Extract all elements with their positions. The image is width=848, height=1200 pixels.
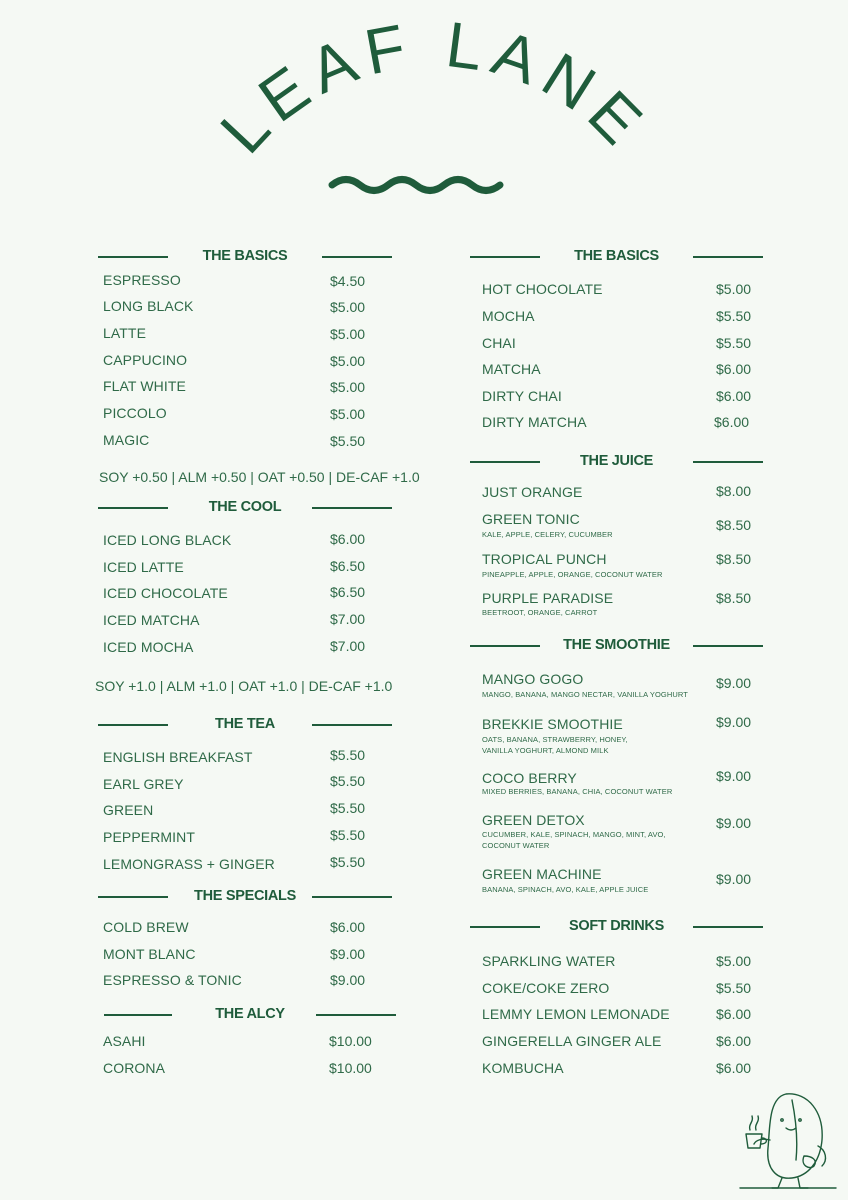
menu-item-name: COLD BREW bbox=[103, 919, 189, 935]
menu-item-name: LEMMY LEMON LEMONADE bbox=[482, 1006, 670, 1022]
menu-item-description: CUCUMBER, KALE, SPINACH, MANGO, MINT, AVO, bbox=[482, 830, 666, 839]
menu-item-name: ESPRESSO bbox=[103, 272, 181, 288]
menu-item-name: SPARKLING WATER bbox=[482, 953, 616, 969]
menu-item-price: $10.00 bbox=[329, 1060, 372, 1076]
menu-item-price: $6.00 bbox=[716, 1006, 752, 1022]
menu-item-name: GREEN DETOX bbox=[482, 812, 585, 828]
menu-item-price: $6.50 bbox=[330, 584, 366, 600]
menu-item-price: $5.00 bbox=[330, 379, 366, 395]
menu-item-name: KOMBUCHA bbox=[482, 1060, 564, 1076]
menu-item-name: MAGIC bbox=[103, 432, 150, 448]
menu-item-price: $5.00 bbox=[330, 326, 366, 342]
menu-item-name: GREEN TONIC bbox=[482, 511, 580, 527]
menu-item-price: $6.00 bbox=[330, 919, 366, 935]
menu-item-description: KALE, APPLE, CELERY, CUCUMBER bbox=[482, 530, 613, 539]
menu-item-name: BREKKIE SMOOTHIE bbox=[482, 716, 623, 732]
menu-item-name: ICED LONG BLACK bbox=[103, 532, 232, 548]
menu-item-description: MIXED BERRIES, BANANA, CHIA, COCONUT WATER bbox=[482, 787, 673, 796]
menu-item-name: LONG BLACK bbox=[103, 298, 194, 314]
section-header-specials: THE SPECIALS bbox=[98, 888, 392, 908]
menu-item-price: $7.00 bbox=[330, 611, 366, 627]
wave-divider-icon bbox=[328, 172, 510, 198]
menu-item-price: $5.50 bbox=[330, 773, 366, 789]
menu-item-price: $5.00 bbox=[716, 281, 752, 297]
menu-item-name: ENGLISH BREAKFAST bbox=[103, 749, 253, 765]
section-header-alcy: THE ALCY bbox=[104, 1006, 396, 1026]
menu-item-name: DIRTY MATCHA bbox=[482, 414, 587, 430]
menu-item-price: $6.00 bbox=[714, 414, 750, 430]
menu-item-price: $5.50 bbox=[330, 827, 366, 843]
menu-item-price: $5.50 bbox=[330, 433, 366, 449]
menu-item-name: COCO BERRY bbox=[482, 770, 577, 786]
menu-item-name: ICED LATTE bbox=[103, 559, 184, 575]
menu-item-name: MONT BLANC bbox=[103, 946, 196, 962]
section-header-juice: THE JUICE bbox=[470, 453, 763, 473]
menu-item-price: $5.50 bbox=[716, 308, 752, 324]
section-header-smoothie: THE SMOOTHIE bbox=[470, 637, 763, 657]
milk-options-note: SOY +0.50 | ALM +0.50 | OAT +0.50 | DE-CAF +1.0 bbox=[99, 469, 420, 485]
menu-item-price: $9.00 bbox=[330, 972, 366, 988]
brand-name: LEAF LANE bbox=[206, 7, 663, 167]
menu-item-name: ICED CHOCOLATE bbox=[103, 585, 228, 601]
menu-item-description: OATS, BANANA, STRAWBERRY, HONEY, bbox=[482, 735, 628, 744]
menu-item-description: BANANA, SPINACH, AVO, KALE, APPLE JUICE bbox=[482, 885, 649, 894]
menu-item-name: COKE/COKE ZERO bbox=[482, 980, 610, 996]
menu-item-description: BEETROOT, ORANGE, CARROT bbox=[482, 608, 598, 617]
menu-item-name: TROPICAL PUNCH bbox=[482, 551, 607, 567]
menu-item-price: $6.00 bbox=[716, 388, 752, 404]
menu-item-price: $4.50 bbox=[330, 273, 366, 289]
section-header-soft-drinks: SOFT DRINKS bbox=[470, 918, 763, 938]
avocado-mascot-icon bbox=[738, 1090, 838, 1190]
menu-item-name: ICED MATCHA bbox=[103, 612, 200, 628]
menu-item-price: $9.00 bbox=[716, 714, 752, 730]
menu-item-name: ICED MOCHA bbox=[103, 639, 194, 655]
menu-item-name: GINGERELLA GINGER ALE bbox=[482, 1033, 662, 1049]
menu-item-price: $10.00 bbox=[329, 1033, 372, 1049]
menu-item-name: ESPRESSO & TONIC bbox=[103, 972, 242, 988]
menu-item-price: $6.00 bbox=[716, 1060, 752, 1076]
menu-item-name: GREEN bbox=[103, 802, 154, 818]
menu-item-price: $9.00 bbox=[716, 675, 752, 691]
menu-item-price: $5.00 bbox=[330, 353, 366, 369]
menu-item-price: $6.50 bbox=[330, 558, 366, 574]
menu-item-price: $5.00 bbox=[330, 299, 366, 315]
menu-item-name: EARL GREY bbox=[103, 776, 184, 792]
menu-item-name: DIRTY CHAI bbox=[482, 388, 562, 404]
menu-item-price: $5.50 bbox=[716, 980, 752, 996]
menu-item-price: $8.00 bbox=[716, 483, 752, 499]
menu-item-price: $8.50 bbox=[716, 517, 752, 533]
menu-item-name: HOT CHOCOLATE bbox=[482, 281, 603, 297]
menu-item-description: MANGO, BANANA, MANGO NECTAR, VANILLA YOGHURT bbox=[482, 690, 688, 699]
menu-item-price: $9.00 bbox=[716, 871, 752, 887]
menu-item-price: $9.00 bbox=[716, 815, 752, 831]
menu-item-name: PICCOLO bbox=[103, 405, 167, 421]
menu-item-name: CAPPUCINO bbox=[103, 352, 188, 368]
menu-item-name: PURPLE PARADISE bbox=[482, 590, 614, 606]
svg-text:LEAF LANE bbox=[207, 8, 663, 167]
menu-item-price: $5.50 bbox=[330, 800, 366, 816]
menu-item-price: $8.50 bbox=[716, 590, 752, 606]
menu-item-name: JUST ORANGE bbox=[482, 484, 583, 500]
menu-item-name: GREEN MACHINE bbox=[482, 866, 602, 882]
menu-item-name: FLAT WHITE bbox=[103, 378, 186, 394]
menu-item-price: $8.50 bbox=[716, 551, 752, 567]
menu-item-price: $6.00 bbox=[716, 361, 752, 377]
menu-item-name: CHAI bbox=[482, 335, 516, 351]
menu-item-name: ASAHI bbox=[103, 1033, 146, 1049]
menu-item-price: $9.00 bbox=[330, 946, 366, 962]
menu-item-price: $5.00 bbox=[716, 953, 752, 969]
menu-item-price: $6.00 bbox=[330, 531, 366, 547]
menu-item-price: $5.50 bbox=[716, 335, 752, 351]
menu-item-description: COCONUT WATER bbox=[482, 841, 550, 850]
menu-item-name: LEMONGRASS + GINGER bbox=[103, 856, 275, 872]
section-header-basics-left: THE BASICS bbox=[98, 248, 392, 268]
menu-item-description: PINEAPPLE, APPLE, ORANGE, COCONUT WATER bbox=[482, 570, 663, 579]
menu-item-price: $7.00 bbox=[330, 638, 366, 654]
menu-item-price: $5.50 bbox=[330, 854, 366, 870]
section-header-cool: THE COOL bbox=[98, 499, 392, 519]
menu-item-name: PEPPERMINT bbox=[103, 829, 196, 845]
menu-item-price: $5.00 bbox=[330, 406, 366, 422]
brand-title bbox=[0, 0, 848, 200]
menu-item-name: MANGO GOGO bbox=[482, 671, 584, 687]
menu-item-price: $9.00 bbox=[716, 768, 752, 784]
menu-item-price: $5.50 bbox=[330, 747, 366, 763]
menu-item-name: MOCHA bbox=[482, 308, 535, 324]
section-header-tea: THE TEA bbox=[98, 716, 392, 736]
section-header-basics-right: THE BASICS bbox=[470, 248, 763, 268]
menu-item-description: VANILLA YOGHURT, ALMOND MILK bbox=[482, 746, 609, 755]
menu-item-name: CORONA bbox=[103, 1060, 166, 1076]
menu-item-name: MATCHA bbox=[482, 361, 541, 377]
milk-options-note: SOY +1.0 | ALM +1.0 | OAT +1.0 | DE-CAF +1.0 bbox=[95, 678, 393, 694]
menu-item-name: LATTE bbox=[103, 325, 147, 341]
menu-item-price: $6.00 bbox=[716, 1033, 752, 1049]
